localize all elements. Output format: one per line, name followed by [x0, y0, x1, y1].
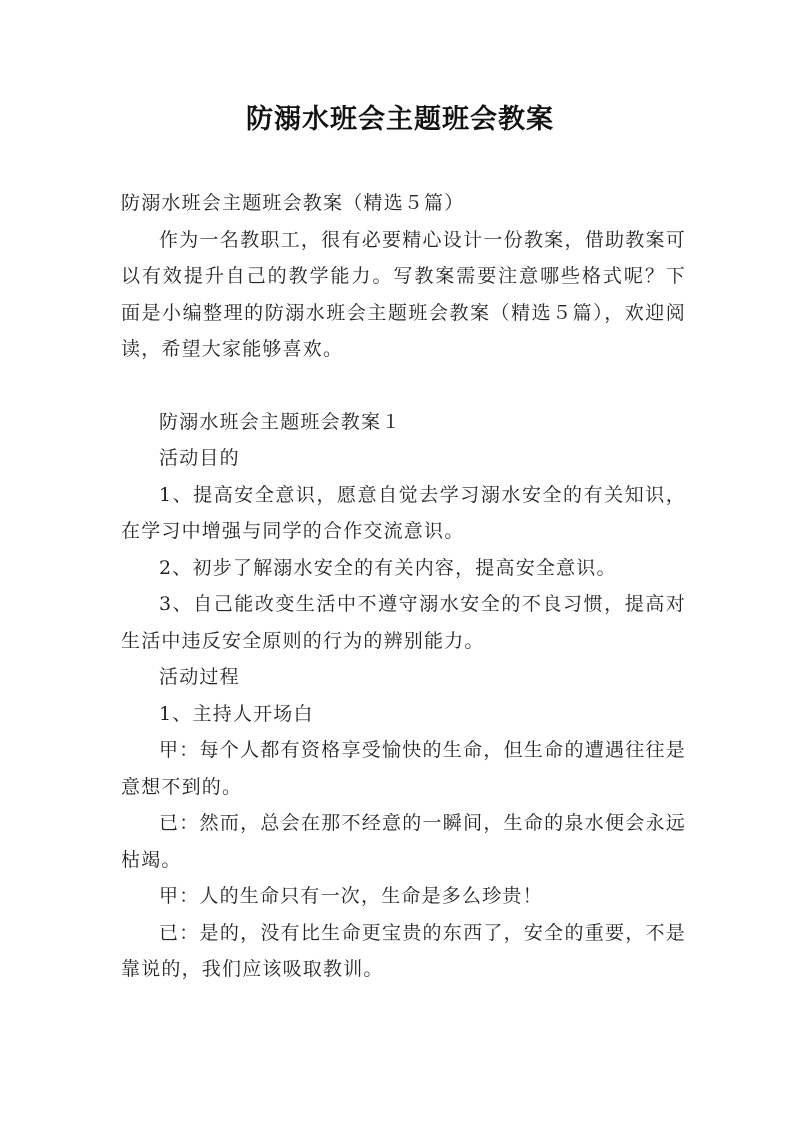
paragraph-goal-2: 2、初步了解溺水安全的有关内容，提高安全意识。 [159, 556, 617, 579]
document-title: 防溺水班会主题班会教案 [246, 104, 554, 135]
paragraph-dialogue-3: 甲：人的生命只有一次，生命是多么珍贵！ [159, 885, 543, 907]
section-spacer [121, 368, 686, 404]
paragraph-dialogue-2: 已：然而，总会在那不经意的一瞬间，生命的泉水便会永远枯竭。 [121, 812, 686, 871]
intro-paragraph: 作为一名教职工，很有必要精心设计一份教案，借助教案可以有效提升自己的教学能力。写教案需要注意哪些格式呢？下面是小编整理的防溺水班会主题班会教案（精选５篇），欢迎阅读，希望大家能够喜欢。 [121, 228, 686, 360]
document-subtitle: 防溺水班会主题班会教案（精选５篇） [121, 192, 465, 214]
paragraph-activity-process: 活动过程 [159, 666, 240, 688]
paragraph-goal-3: 3、自己能改变生活中不遵守溺水安全的不良习惯，提高对生活中违反安全原则的行为的辨别能力。 [121, 593, 686, 652]
paragraph-goal-1: 1、提高安全意识，愿意自觉去学习溺水安全的有关知识，在学习中增强与同学的合作交流意识。 [121, 483, 686, 542]
section-heading: 防溺水班会主题班会教案１ [159, 410, 402, 433]
paragraph-host-opening: 1、主持人开场白 [159, 702, 314, 725]
document-body [121, 185, 686, 988]
paragraph-activity-goal: 活动目的 [159, 447, 240, 469]
paragraph-dialogue-4: 已：是的，没有比生命更宝贵的东西了，安全的重要，不是靠说的，我们应该吸取教训。 [121, 921, 686, 980]
paragraph-dialogue-1: 甲：每个人都有资格享受愉快的生命，但生命的遭遇往往是意想不到的。 [121, 739, 686, 798]
